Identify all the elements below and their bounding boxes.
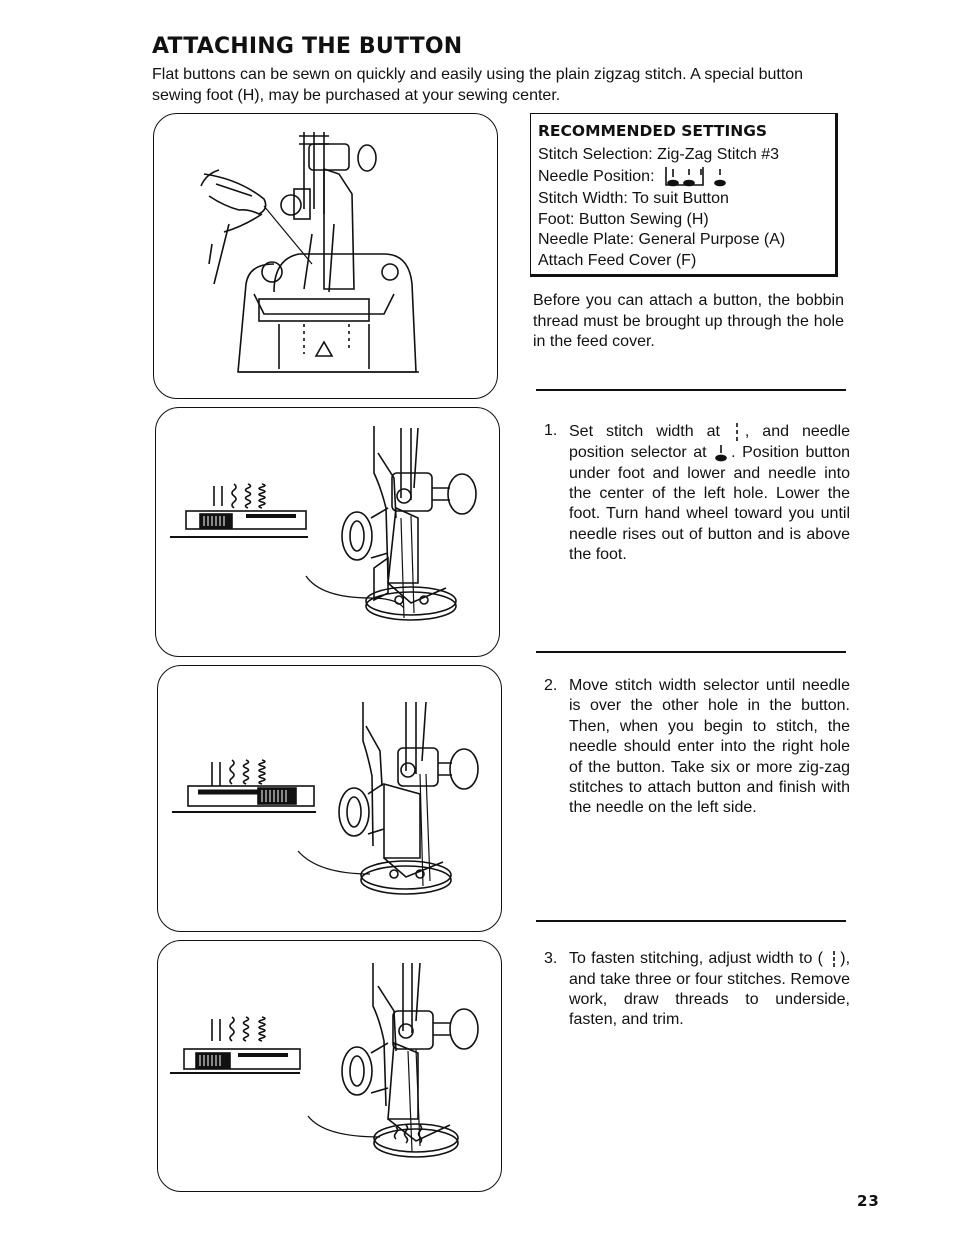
step-1-text-a: Set stitch width at (569, 423, 720, 441)
divider-2 (536, 651, 846, 653)
bobbin-thread-paragraph: Before you can attach a button, the bobbin thread must be brought up through the hole in the feed cover. (533, 292, 844, 351)
step-3-number: 3. (544, 950, 558, 967)
illustration-step-1 (155, 407, 500, 657)
step-3-text-a: To fasten stitching, adjust width to ( (569, 950, 823, 968)
setting-needle-position-label: Needle Position: (538, 168, 655, 186)
setting-stitch-selection: Stitch Selection: Zig-Zag Stitch #3 (538, 145, 779, 163)
step-1 (544, 421, 850, 566)
step-2-number: 2. (544, 677, 558, 694)
page-title: ATTACHING THE BUTTON (152, 34, 463, 59)
needle-position-icon (663, 165, 727, 189)
step-3 (544, 949, 850, 1031)
divider-1 (536, 389, 846, 391)
step-1-text-c: . Position button under foot and lower and needle into the center of the left hole. Lower the foot. Turn hand wheel toward you until needle rises out of button and is above the foot. (569, 444, 850, 564)
illustration-step-2 (157, 665, 502, 932)
recommended-settings-box (530, 113, 838, 277)
step-1-number: 1. (544, 422, 558, 439)
step-3-text-b: ), and take three or four stitches. Remove work, draw threads to underside, fasten, and trim. (569, 950, 851, 1029)
settings-heading: RECOMMENDED SETTINGS (538, 122, 768, 140)
intro-text: Flat buttons can be sewn on quickly and easily using the plain zigzag stitch. A special button sewing foot (H), may be purchased at your sewing center. (152, 66, 804, 104)
setting-foot: Foot: Button Sewing (H) (538, 210, 709, 228)
step-1-text-b: , and needle position selector at (569, 423, 851, 462)
page-number: 23 (857, 1192, 880, 1210)
divider-3 (536, 920, 846, 922)
narrow-width-icon (828, 949, 840, 969)
step-2 (544, 676, 850, 819)
needle-left-position-icon (713, 443, 731, 463)
setting-feed-cover: Attach Feed Cover (F) (538, 251, 697, 269)
step-2-text: Move stitch width selector until needle is over the other hole in the button. Then, when you begin to stitch, the needle should enter into the right hole of the button. Take six or more zig-zag stitches to attach button and finish with the needle on the left side. (569, 677, 850, 817)
illustration-step-3 (157, 940, 502, 1192)
narrow-width-icon (733, 421, 745, 443)
setting-needle-plate: Needle Plate: General Purpose (A) (538, 231, 786, 248)
illustration-feed-cover (153, 113, 498, 399)
setting-stitch-width: Stitch Width: To suit Button (538, 190, 729, 207)
setting-needle-position (538, 165, 835, 189)
